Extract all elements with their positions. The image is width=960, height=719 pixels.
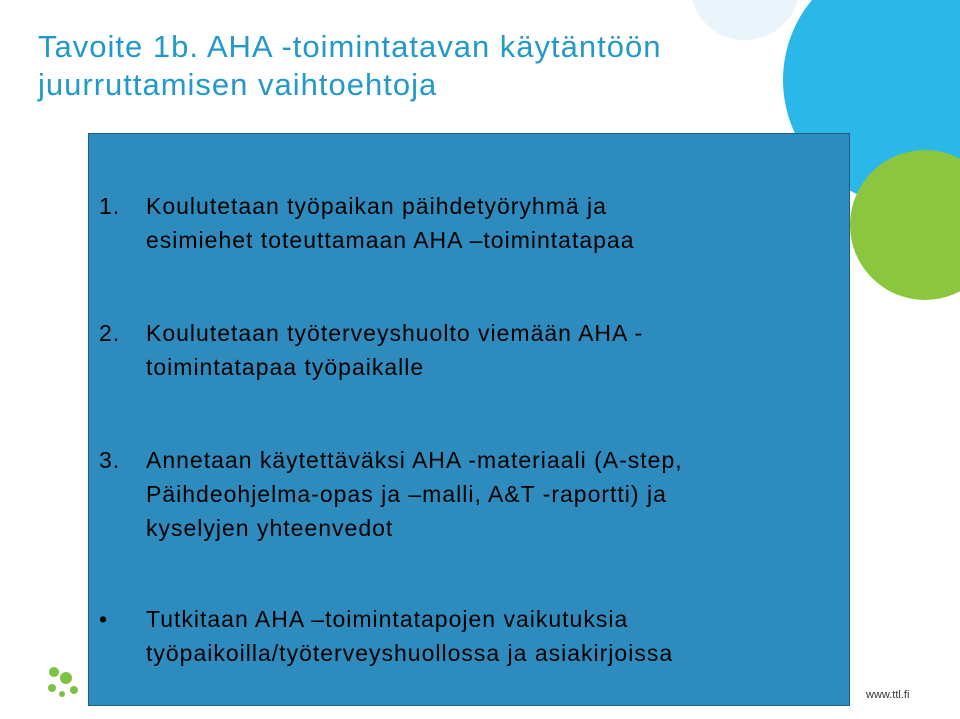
bullet: •: [99, 606, 109, 632]
item-line: Koulutetaan työterveyshuolto viemään AHA -: [146, 320, 644, 346]
item-number: 1.: [99, 193, 121, 219]
item-line: Annetaan käytettäväksi AHA -materiaali (A-step,: [146, 447, 683, 473]
organization-logo-icon: [44, 664, 84, 704]
item-number: 2.: [99, 320, 121, 346]
item-line: Tutkitaan AHA –toimintatapojen vaikutuksia: [146, 606, 629, 632]
footer-url: www.ttl.fi: [866, 689, 910, 701]
list-item: [89, 316, 829, 384]
list-item: [89, 443, 829, 545]
item-line: esimiehet toteuttamaan AHA –toimintatapaa: [146, 227, 635, 253]
item-number: 3.: [99, 447, 121, 473]
list-item: [89, 189, 829, 257]
item-line: Koulutetaan työpaikan päihdetyöryhmä ja: [146, 193, 607, 219]
item-line: Päihdeohjelma-opas ja –malli, A&T -raportti) ja: [146, 481, 667, 507]
title-line-2: juurruttamisen vaihtoehtoja: [38, 67, 438, 102]
item-line: kyselyjen yhteenvedot: [146, 515, 394, 541]
content-box: [88, 133, 850, 706]
slide-title: [38, 28, 838, 104]
list-item: [89, 602, 829, 670]
item-line: työpaikoilla/työterveyshuollossa ja asiakirjoissa: [146, 640, 674, 666]
title-line-1: Tavoite 1b. AHA -toimintatavan käytäntöön: [38, 29, 662, 64]
item-line: toimintatapaa työpaikalle: [146, 354, 425, 380]
